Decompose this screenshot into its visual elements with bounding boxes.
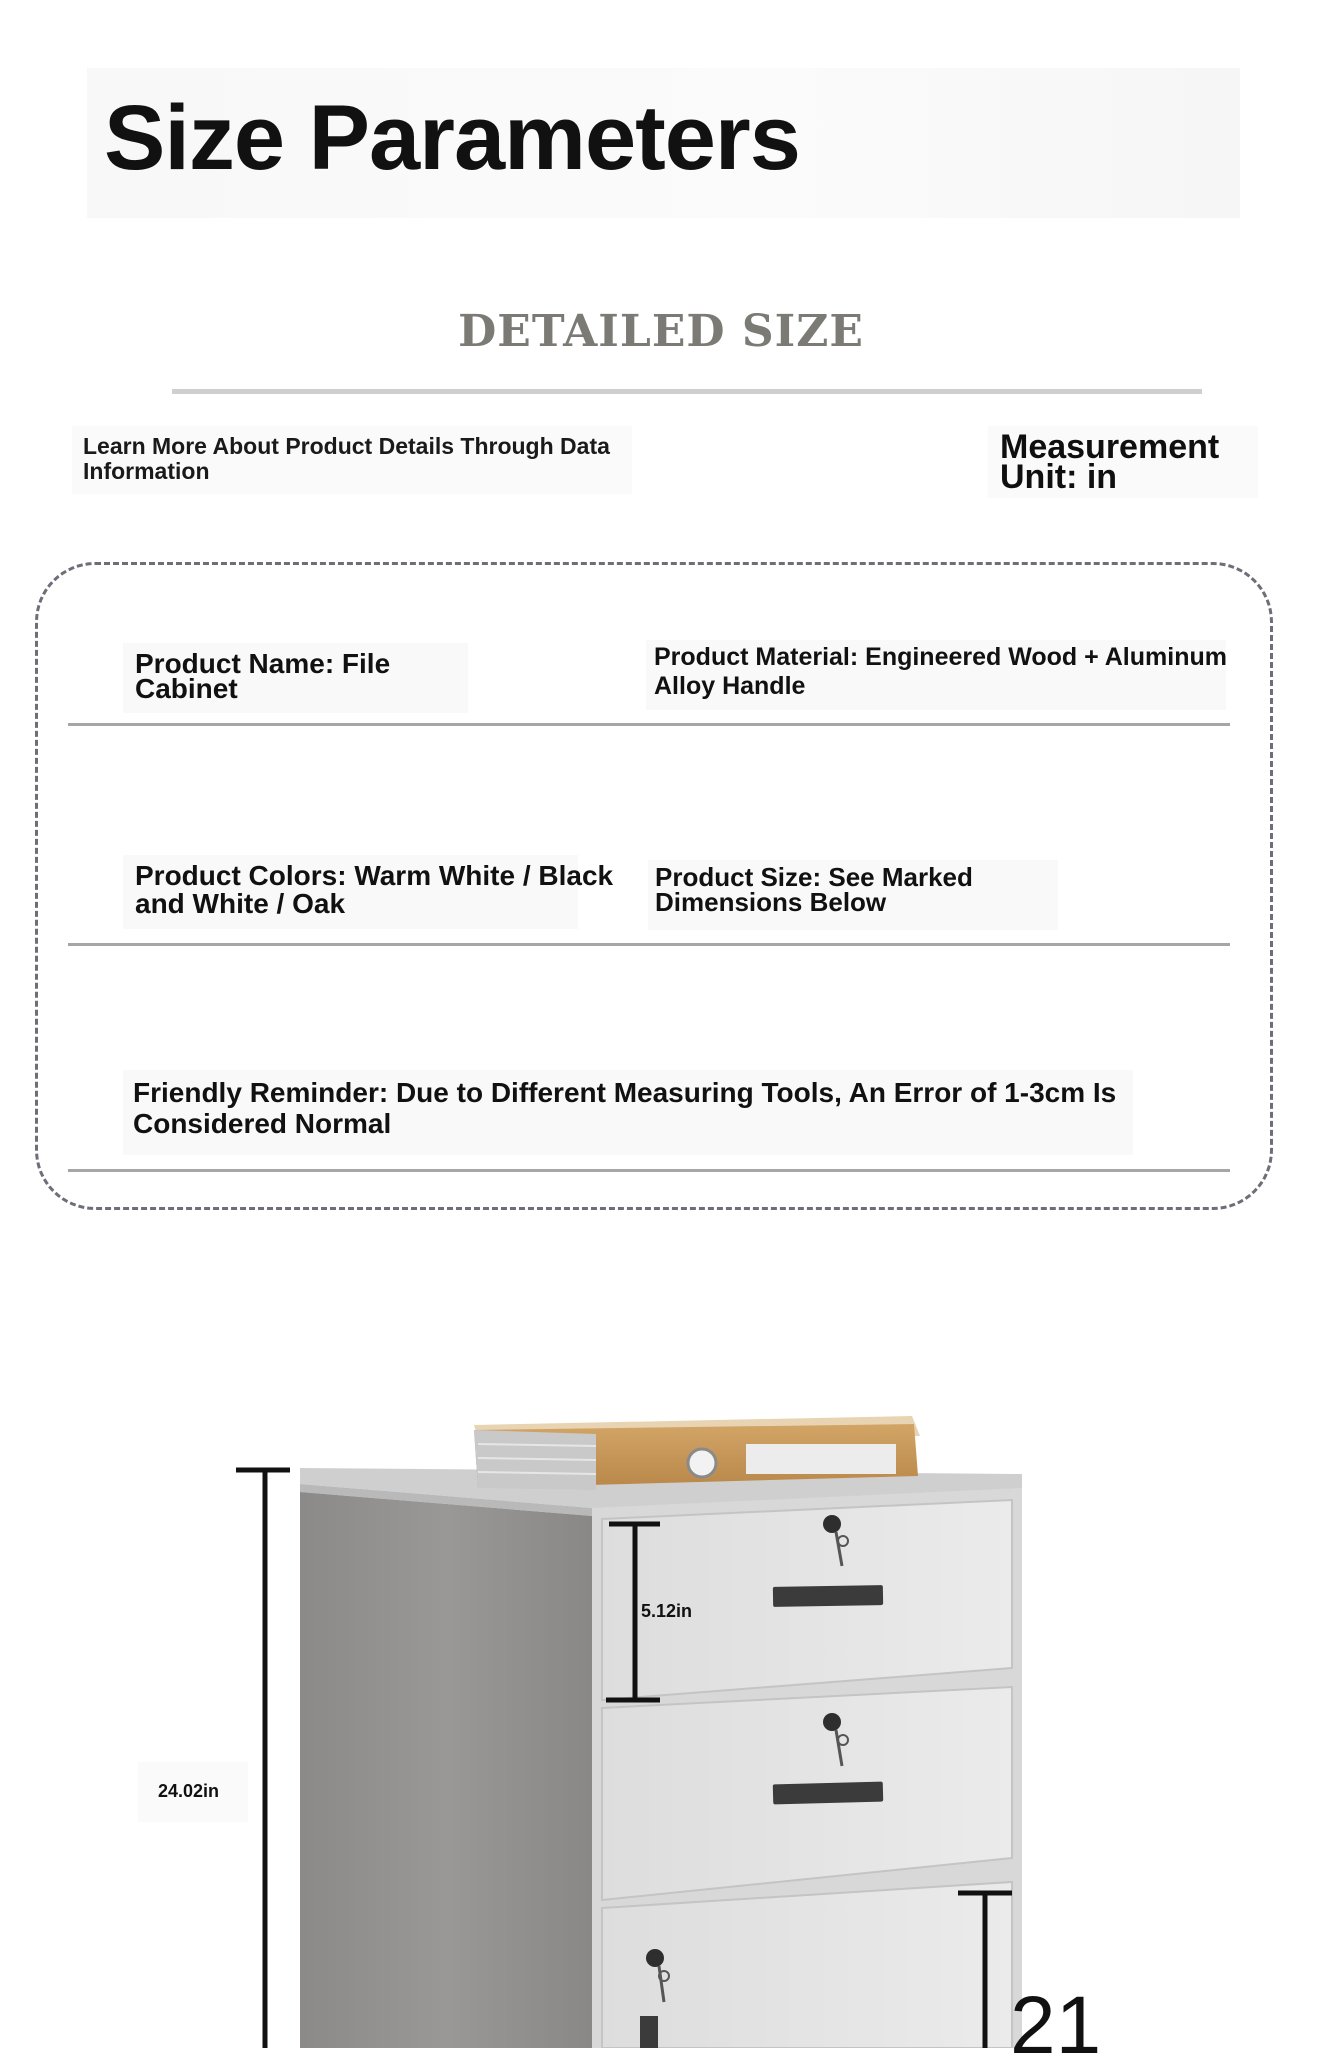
- drawer-1: [602, 1500, 1012, 1700]
- page-title: Size Parameters: [104, 87, 800, 189]
- divider: [172, 389, 1202, 394]
- row-divider: [68, 723, 1230, 726]
- partial-dimension-label: 21: [1010, 1980, 1102, 2071]
- row-divider: [68, 943, 1230, 946]
- product-material: Product Material: Engineered Wood + Aluminum Alloy Handle: [654, 643, 1227, 700]
- product-name: Product Name: File Cabinet: [135, 648, 391, 704]
- product-colors: Product Colors: Warm White / Black and White / Oak: [135, 860, 614, 919]
- drawer-height-label: 5.12in: [641, 1601, 693, 1621]
- section-subtitle: DETAILED SIZE: [458, 306, 864, 357]
- total-height-label: 24.02in: [158, 1781, 220, 1801]
- row-divider: [68, 1169, 1230, 1172]
- drawer-3: [602, 1882, 1012, 2048]
- friendly-reminder: Friendly Reminder: Due to Different Measuring Tools, An Error of 1-3cm Is Considered Normal: [133, 1077, 1117, 1139]
- measurement-unit: Measurement Unit: in: [1000, 428, 1220, 496]
- product-size: Product Size: See Marked Dimensions Below: [655, 862, 973, 917]
- cabinet-side: [300, 1492, 592, 2048]
- cabinet-illustration: [0, 1360, 1322, 2048]
- total-height-dimension: [236, 1470, 290, 2048]
- intro-text: Learn More About Product Details Through Data Information: [83, 433, 610, 484]
